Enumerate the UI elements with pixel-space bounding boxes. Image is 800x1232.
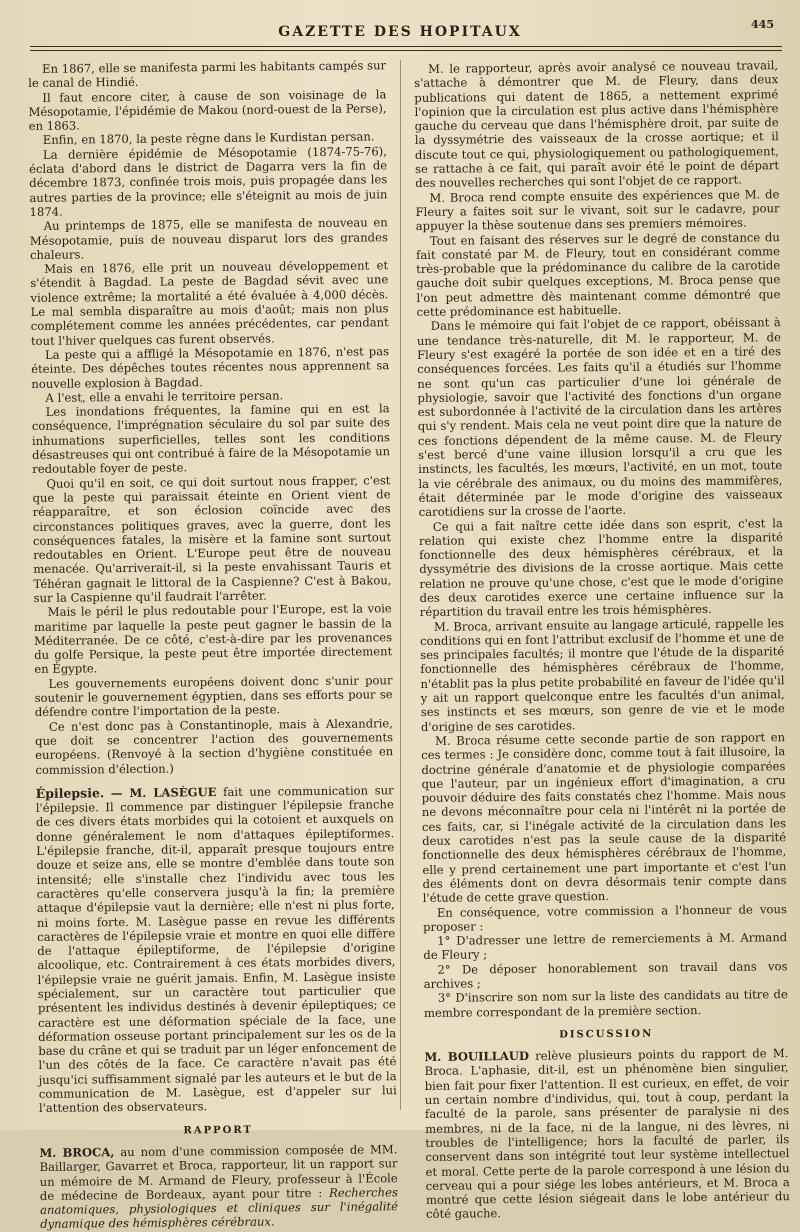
header-rule-bottom [30,50,782,51]
right-column [414,58,790,1221]
paragraph: Mais en 1876, elle prit un nouveau développement et s'étendit à Bagdad. La peste de Bagdad sévit avec une violence extrême; la mortalité a été évaluée à 4,000 décès. Le mal sembla disparaître au mois d'août; mais non plus complétement comme les années précédentes, car pendant tout l'hiver quelques cas furent observés. [30,258,389,348]
paragraph: Mais le péril le plus redoutable pour l'Europe, est la voie maritime par laquelle la peste peut gagner le bassin de la Méditerranée. De ce côté, c'est-à-dire par les provenances du golfe Persique, la peste peut être importée directement en Égypte. [33,601,393,677]
paragraph: Tout en faisant des réserves sur le degré de constance du fait constaté par M. de Fleury, tout en considérant comme très-probable que la prédominance du calibre de la carotide gauche doit subir quelques exceptions, M. Broca pense que l'on peut admettre dès maintenant comme démontré que cette prédominance est habituelle. [415,229,781,320]
epilepsie-rubric: Épilepsie. [35,785,105,801]
paragraph: M. Broca, arrivant ensuite au langage articulé, rappelle les conditions qui en font l'attribut exclusif de l'homme et une de ses principales facultés; il montre que l'étude de la disparité fonctionnelle des hémisphères cérébraux de l'homme, n'établit pas la plus petite probabilité en faveur de l'idée qu'il y ait un rapport quelconque entre les facultés d'un animal, ses instincts et ses mœurs, son genre de vie et le mode d'origine de ses carotides. [419,615,785,734]
paragraph: Il faut encore citer, à cause de son voisinage de la Mésopotamie, l'épidémie de Makou (nord-ouest de la Perse), en 1863. [28,86,387,134]
paragraph: A l'est, elle a envahi le territoire persan. [45,388,284,405]
paragraph: M. Broca rend compte ensuite des expériences que M. de Fleury a faites soit sur le vivant, soit sur le cadavre, pour appuyer la thèse soutenue dans ses premiers mémoires. [415,186,780,234]
paragraph: M. le rapporteur, après avoir analysé ce nouveau travail, s'attache à démontrer que M. de Fleury, dans deux publications qui datent de 1865, a nettement exprimé l'opinion que la circulation est plus active dans l'hémisphère gauche du cerveau que dans l'hémisphère droit, par suite de la dyssymétrie des vaisseaux de la crosse aortique; et il discute tout ce qui, physiologiquement ou pathologiquement, se rattache à ce fait, qui paraît avoir été le point de départ des nouvelles recherches qui sont l'objet de ce rapport. [414,58,780,191]
discussion-paragraph [424,1046,790,1221]
paragraph: En conséquence, votre commission a l'honneur de vous proposer : [422,901,787,934]
paragraph: Les gouvernements européens doivent donc s'unir pour soutenir le gouvernement égyptien, dans ses efforts pour se défendre contre l'importation de la peste. [34,672,393,720]
discussion-author: M. BOUILLAUD [424,1049,530,1065]
page-header [20,14,780,44]
journal-title: GAZETTE DES HOPITAUX [278,24,522,40]
discussion-text: relève plusieurs points du rapport de M. Broca. L'aphasie, dit-il, est un phénomène bien singulier, bien fait pour fixer l'attention. Il est curieux, en effet, de voir un certain nombre d'individus, qui, tout à coup, perdant la faculté de la parole, sans présenter de paralysie ni des membres, ni de la face, ni de la langue, ni des lèvres, ni troubles de l'intelligence; hors la faculté de parler, ils conservent dans son intégrité tout leur système intellectuel et moral. Cette perte de la parole correspond à une lésion du cerveau qui a pour siége les lobes antérieurs, et M. Broca a montré que cette lésion siégeait dans le lobe antérieur du côté gauche. [424,1046,790,1222]
paragraph: Au printemps de 1875, elle se manifesta de nouveau en Mésopotamie, puis de nouveau disparut lors des grandes chaleurs. [29,215,388,262]
rapport-paragraph [39,1142,398,1232]
paragraph: La peste qui a affligé la Mésopotamie en 1876, n'est pas éteinte. Des dépêches toutes récentes nous apprennent sa nouvelle explosion à Bagdad. [31,344,390,391]
proposal-item: 1° D'adresser une lettre de remerciements à M. Armand de Fleury ; [423,930,788,963]
header-rule-top [30,46,782,47]
epilepsie-paragraph [36,783,397,1116]
paragraph: Ce n'est donc pas à Constantinople, mais à Alexandrie, que doit se concentrer l'action des gouvernements européens. (Renvoyé à la section d'hygiène constituée en commission d'élection.) [35,715,394,777]
paragraph: La dernière épidémie de Mésopotamie (1874-75-76), éclata d'abord dans le district de Dagarra vers la fin de décembre 1873, confinée trois mois, puis propagée dans les autres parties de la province; elle s'éteignit au mois de juin 1874. [29,144,388,219]
column-divider [400,60,401,1110]
paragraph: Dans le mémoire qui fait l'objet de ce rapport, obéissant à une tendance très-naturelle, dit M. le rapporteur, M. de Fleury s'est exagéré la portée de son idée et en a tiré des conséquences forcées. Les faits qu'il a étudiés sur l'homme ne sont qu'un cas particulier d'une loi générale de physiologie, savoir que l'activité des fonctions d'un organe est subordonnée à l'activité de la circulation dans les artères qui s'y rendent. Mais cela ne veut point dire que la nature de ces fonctions dépendent de la même cause. M. de Fleury s'est bercé d'une vaine illusion lorsqu'il a cru que les instincts, les facultés, les mœurs, l'activité, en un mot, toute la vie cérébrale des animaux, ou du moins des mammifères, était déterminée par le mode d'origine des vaisseaux carotidiens sur la crosse de l'aorte. [416,315,783,520]
rapport-heading: RAPPORT [183,1124,253,1137]
epilepsie-text: fait une communication sur l'épilepsie. Il commence par distinguer l'épilepsie franche de ces divers états morbides qui la cotoient et auxquels on donne généralement le nom d'attaques épileptiformes. L'épilepsie franche, dit-il, apparaît presque toujours entre douze et seize ans, elle se montre d'emblée dans toute son intensité; elle s'installe chez l'individu avec tous les caractères qu'elle conservera jusqu'à la fin; la première attaque d'épilepsie vaut la dernière; elle n'est ni plus forte, ni moins forte. M. Lasègue passe en revue les différents caractères de l'épilepsie vraie et montre en quoi elle diffère de l'attaque épileptiforme, de l'épilepsie d'origine alcoolique, etc. Contrairement à ces états morbides divers, l'épilepsie vraie ne guérit jamais. Enfin, M. Lasègue insiste spécialement, sur un caractère tout particulier que présentent les individus destinés à devenir épileptiques; ce caractère est une déformation spéciale de la face, une déformation osseuse portant principalement sur les os de la base du crâne et qui se traduit par un léger enfoncement de l'un des côtés de la face. Ce caractère n'avait pas été jusqu'ici suffisamment signalé par les auteurs et le but de la communication de M. Lasègue, est d'appeler sur lui l'attention des observateurs. [35,783,397,1116]
proposal-item: 3° D'inscrire son nom sur la liste des candidats au titre de membre correspondant de la première section. [423,987,788,1020]
paragraph: Les inondations fréquentes, la famine qui en est la conséquence, l'imprégnation séculaire du sol par suite des inhumations superficielles, telles sont les conditions désastreuses qui ont contribué à faire de la Mésopotamie un redoutable foyer de peste. [31,401,391,477]
rapport-title: Recherches anatomiques, physiologiques et cliniques sur l'inégalité dynamique des hémisphères cérébraux. [39,1185,399,1232]
left-column [28,58,398,1231]
rapport-author: M. BROCA, [39,1145,115,1160]
page-number: 445 [751,18,774,31]
discussion-heading: DISCUSSION [559,1028,654,1041]
paragraph: Ce qui a fait naître cette idée dans son esprit, c'est la relation qui existe chez l'homme entre la disparité fonctionnelle des deux hémisphères cérébraux, et la dyssymétrie des divisions de la crosse aortique. Mais cette relation ne prouve qu'une chose, c'est que le mode d'origine des deux carotides exerce une certaine influence sur la répartition du travail entre les trois hémisphères. [418,515,784,620]
rapport-text: au nom d'une commission composée de MM. Baillarger, Gavarret et Broca, rapporteur, lit un rapport sur un mémoire de M. Armand de Fleury, professeur à l'École de médecine de Bordeaux, ayant pour titre : [39,1142,398,1203]
proposal-item: 2° De déposer honorablement son travail dans vos archives ; [423,958,788,991]
paragraph: M. Broca résume cette seconde partie de son rapport en ces termes : Je considère donc, comme tout à fait illusoire, la doctrine générale d'anatomie et de physiologie comparées que l'auteur, par un ingénieux effort d'imagination, a cru pouvoir déduire des faits constatés chez l'homme. Mais nous ne devons méconnaître pour cela ni l'intérêt ni la portée de ces faits, car, si l'inégale activité de la circulation dans les deux carotides n'est pas la seule cause de la disparité fonctionnelle des deux hémisphères cérébraux de l'homme, elle y prend certainement une part importante et c'est l'un des éléments dont on devra désormais tenir compte dans l'étude de cette grave question. [421,730,787,906]
epilepsie-author: — M. LASÈGUE [110,784,217,801]
paragraph: Quoi qu'il en soit, ce qui doit surtout nous frapper, c'est que la peste qui paraissait éteinte en Orient vient de réapparaître, et son éclosion coïncide avec des circonstances politiques graves, avec la guerre, dont les conséquences fatales, la misère et la famine sont surtout redoutables en Orient. L'Europe peut être de nouveau menacée. Qu'arriverait-il, si la peste envahissant Tauris et Téhéran gagnait le littoral de la Caspienne? C'est à Bakou, sur la Caspienne qu'il faudrait l'arrêter. [32,472,392,605]
paragraph: En 1867, elle se manifesta parmi les habitants campés sur le canal de Hindié. [28,58,387,91]
paragraph: Enfin, en 1870, la peste règne dans le Kurdistan persan. [42,129,375,148]
